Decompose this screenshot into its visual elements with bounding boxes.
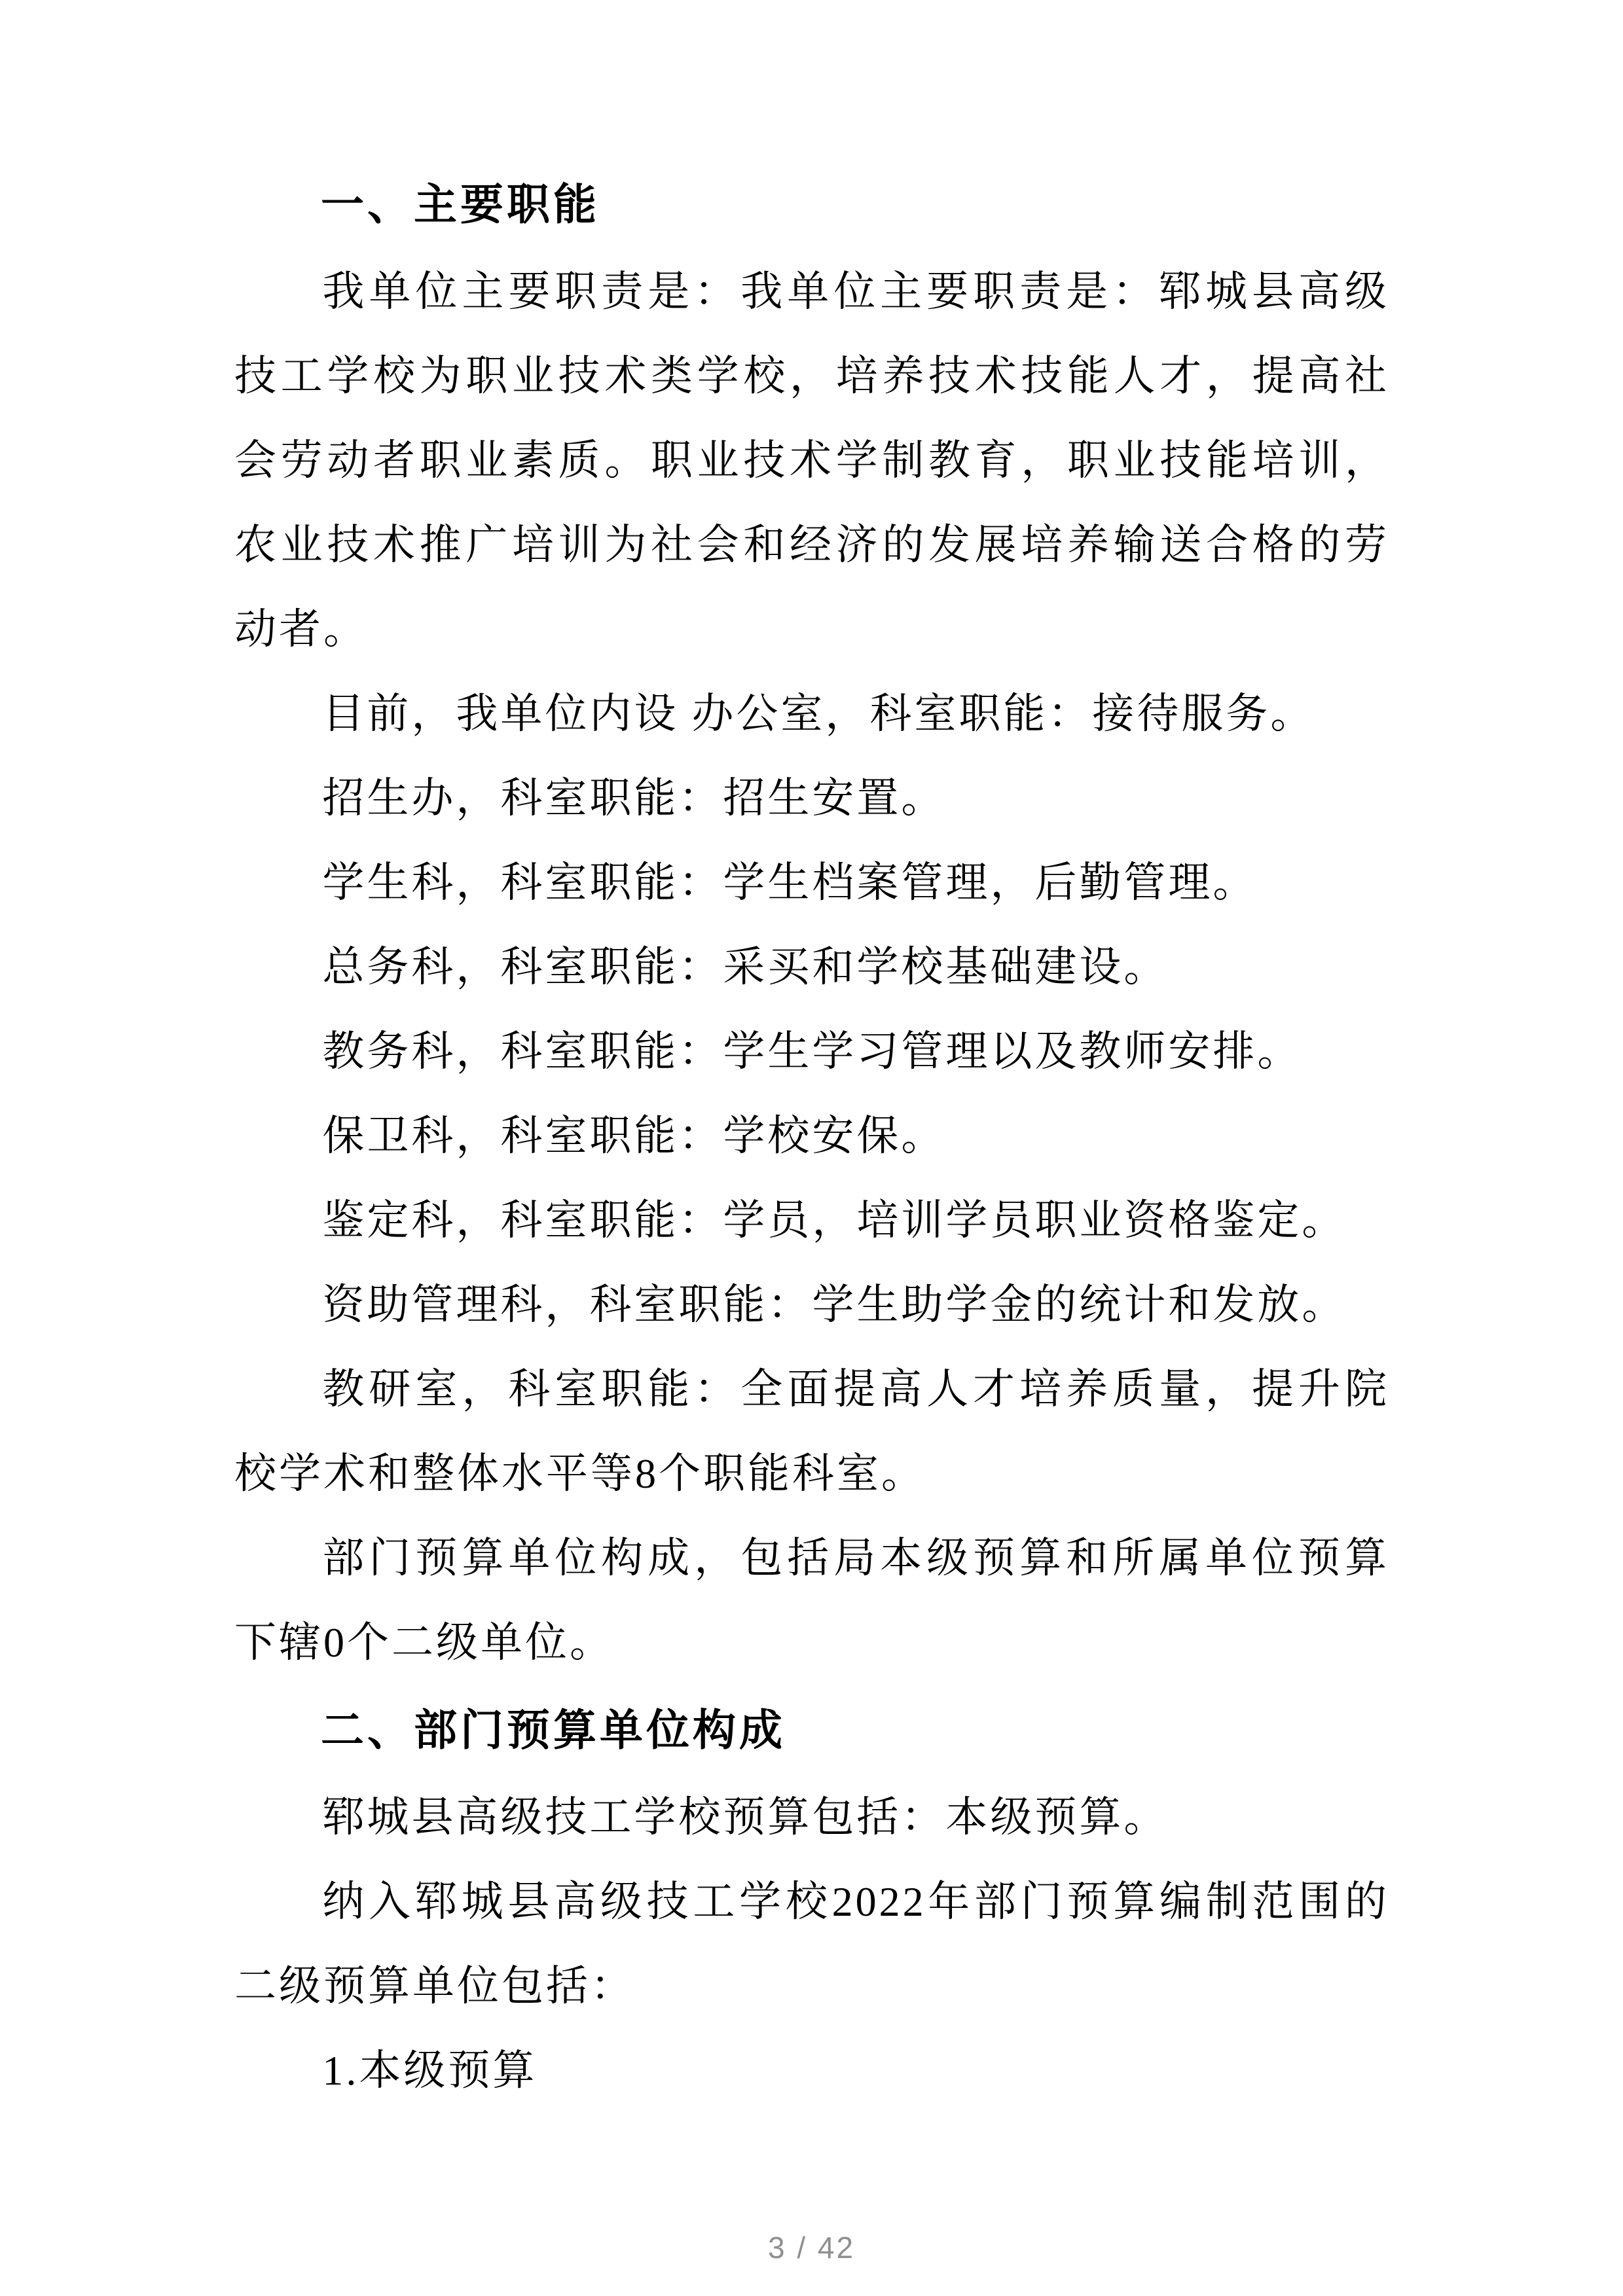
- paragraph-appraisal-section: 鉴定科，科室职能：学员，培训学员职业资格鉴定。: [322, 1197, 1347, 1244]
- paragraph-item-local-budget: 1.本级预算: [322, 2047, 538, 2094]
- heading-main-functions: 一、主要职能: [321, 180, 600, 228]
- paragraph-student-section: 学生科，科室职能：学生档案管理，后勤管理。: [322, 859, 1258, 906]
- page-number: 3 / 42: [767, 2231, 856, 2265]
- paragraph-academic-affairs-section: 教务科，科室职能：学生学习管理以及教师安排。: [322, 1028, 1302, 1075]
- paragraph-subsidy-management-section: 资助管理科，科室职能：学生助学金的统计和发放。: [322, 1282, 1347, 1328]
- paragraph-security-section: 保卫科，科室职能：学校安保。: [322, 1113, 946, 1159]
- paragraph-budget-includes: 郓城县高级技工学校预算包括：本级预算。: [322, 1794, 1169, 1840]
- document-body: [234, 159, 1389, 2113]
- paragraph-teaching-research-office: 教研室，科室职能：全面提高人才培养质量，提升院校学术和整体水平等8个职能科室。: [234, 1366, 1389, 1497]
- heading-budget-unit-composition: 二、部门预算单位构成: [321, 1706, 786, 1754]
- paragraph-admissions-office: 招生办，科室职能：招生安置。: [322, 775, 946, 821]
- paragraph-unit-responsibilities: 我单位主要职责是：我单位主要职责是：郓城县高级技工学校为职业技术类学校，培养技术技能人才，提高社会劳动者职业素质。职业技术学制教育，职业技能培训，农业技术推广培训为社会和经济的发展培养输送合格的劳动者。: [234, 268, 1389, 653]
- paragraph-budget-scope: 纳入郓城县高级技工学校2022年部门预算编制范围的二级预算单位包括：: [234, 1878, 1389, 2009]
- paragraph-office: 目前，我单位内设 办公室，科室职能：接待服务。: [322, 691, 1315, 737]
- paragraph-general-affairs-section: 总务科，科室职能：采买和学校基础建设。: [322, 944, 1169, 990]
- paragraph-budget-unit-composition-intro: 部门预算单位构成，包括局本级预算和所属单位预算下辖0个二级单位。: [234, 1535, 1389, 1666]
